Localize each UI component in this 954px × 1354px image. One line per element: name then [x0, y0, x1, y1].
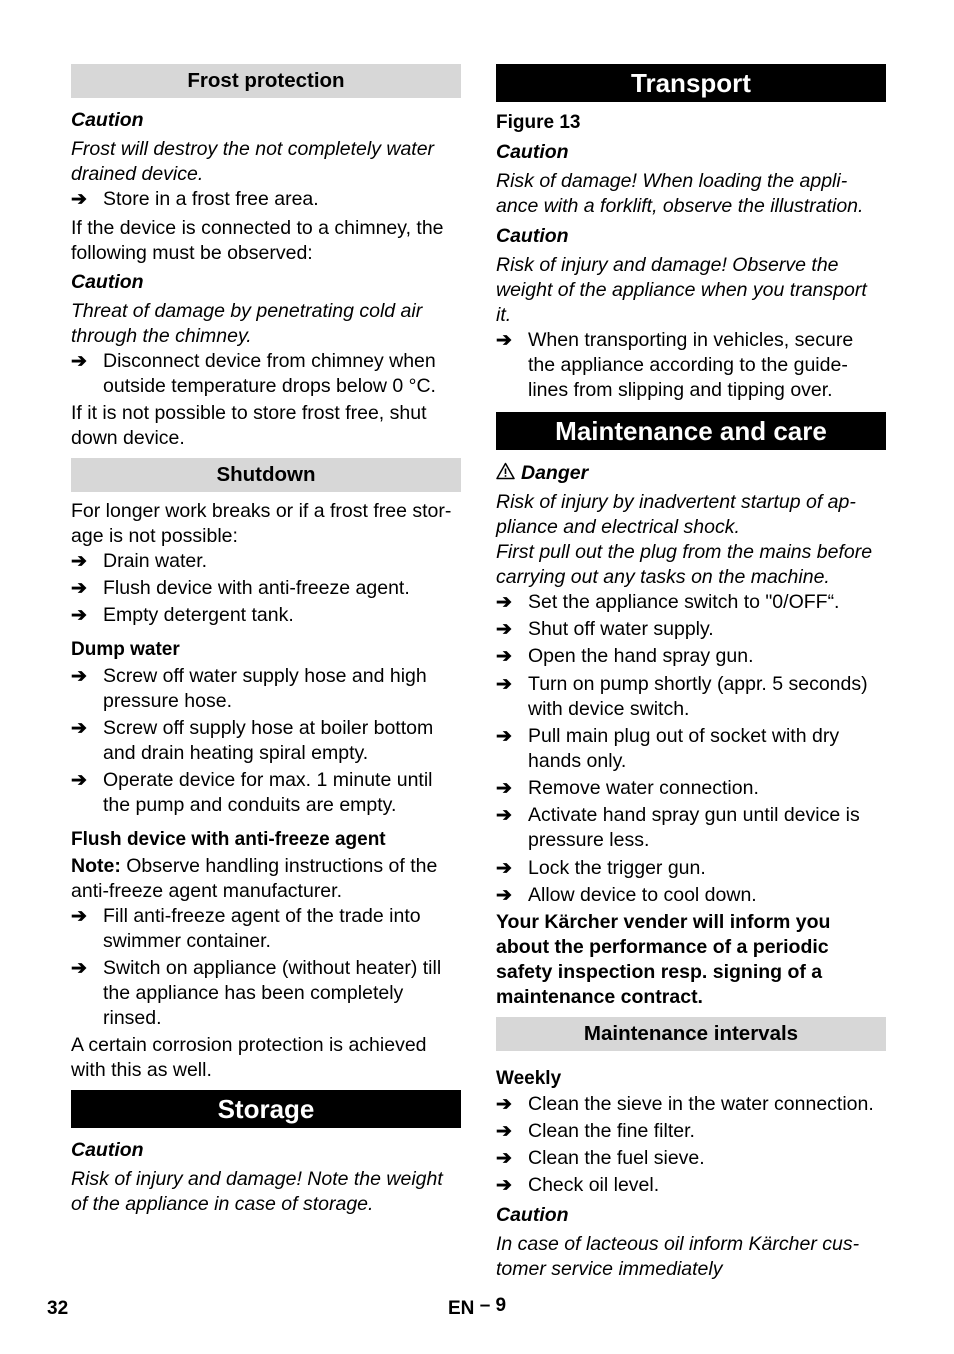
arrow-right-icon: ➔ — [496, 858, 512, 879]
bullet-item: ➔ Lock the trigger gun. — [496, 857, 706, 879]
caution-text: Frost will destroy the not completely water — [71, 138, 435, 160]
bullet-item-continued: hands only. — [528, 750, 627, 772]
bullet-item: ➔ Switch on appliance (without heater) till — [71, 957, 442, 979]
bullet-item: ➔ Screw off supply hose at boiler bottom — [71, 717, 434, 739]
bullet-item: ➔ Clean the fine filter. — [496, 1120, 695, 1142]
bullet-item: ➔ Store in a frost free area. — [71, 188, 319, 210]
caution-label: Caution — [496, 141, 569, 163]
caution-text: In case of lacteous oil inform Kärcher cus- — [496, 1233, 860, 1255]
arrow-right-icon: ➔ — [71, 605, 87, 626]
arrow-right-icon: ➔ — [496, 1148, 512, 1169]
arrow-right-icon: ➔ — [496, 726, 512, 747]
vendor-note: Your Kärcher vender will inform you — [496, 911, 831, 933]
caution-text: of the appliance in case of storage. — [71, 1193, 374, 1215]
page-number: 32 — [47, 1298, 69, 1319]
maintenance-heading: Maintenance and care — [496, 412, 886, 450]
caution-label: Caution — [71, 271, 144, 293]
note-paragraph: Note: Observe handling instructions of the — [71, 855, 438, 877]
arrow-right-icon: ➔ — [496, 1121, 512, 1142]
paragraph: If it is not possible to store frost free, shut — [71, 402, 427, 424]
bullet-item-continued: pressure less. — [528, 829, 650, 851]
paragraph: A certain corrosion protection is achieved — [71, 1034, 427, 1056]
bullet-item: ➔ Allow device to cool down. — [496, 884, 757, 906]
bullet-item-continued: the appliance according to the guide- — [528, 354, 848, 376]
dump-water-heading: Dump water — [71, 639, 180, 660]
maintenance-intervals-heading: Maintenance intervals — [496, 1017, 886, 1051]
arrow-right-icon: ➔ — [71, 718, 87, 739]
bullet-item-continued: pressure hose. — [103, 690, 232, 712]
caution-text: Risk of injury and damage! Observe the — [496, 254, 839, 276]
caution-text: ance with a forklift, observe the illustration. — [496, 195, 864, 217]
vendor-note: safety inspection resp. signing of a — [496, 961, 823, 983]
warning-triangle-icon — [496, 462, 515, 480]
bullet-item-continued: with device switch. — [528, 698, 690, 720]
bullet-item: ➔ When transporting in vehicles, secure — [496, 329, 854, 351]
danger-label-row — [496, 461, 886, 486]
caution-text: Threat of damage by penetrating cold air — [71, 300, 423, 322]
caution-label: Caution — [71, 1139, 144, 1161]
paragraph: down device. — [71, 427, 185, 449]
arrow-right-icon: ➔ — [496, 619, 512, 640]
weekly-heading: Weekly — [496, 1068, 562, 1089]
bullet-item: ➔ Shut off water supply. — [496, 618, 714, 640]
caution-label: Caution — [496, 225, 569, 247]
bullet-item-continued: lines from slipping and tipping over. — [528, 379, 833, 401]
arrow-right-icon: ➔ — [71, 189, 87, 210]
caution-label: Caution — [71, 109, 144, 131]
bullet-item: ➔ Open the hand spray gun. — [496, 645, 754, 667]
sub-page-number: – 9 — [479, 1295, 507, 1316]
paragraph: For longer work breaks or if a frost free stor- — [71, 500, 452, 522]
paragraph: age is not possible: — [71, 525, 238, 547]
arrow-right-icon: ➔ — [71, 770, 87, 791]
bullet-item-continued: the appliance has been completely — [103, 982, 404, 1004]
caution-text: drained device. — [71, 163, 204, 185]
danger-text: pliance and electrical shock. — [496, 516, 740, 538]
frost-protection-heading: Frost protection — [71, 64, 461, 98]
bullet-item: ➔ Drain water. — [71, 550, 208, 572]
danger-text: carrying out any tasks on the machine. — [496, 566, 830, 588]
paragraph: with this as well. — [71, 1059, 212, 1081]
arrow-right-icon: ➔ — [71, 578, 87, 599]
bullet-item: ➔ Empty detergent tank. — [71, 604, 294, 626]
arrow-right-icon: ➔ — [496, 592, 512, 613]
caution-text: weight of the appliance when you transport — [496, 279, 867, 301]
bullet-item-continued: and drain heating spiral empty. — [103, 742, 369, 764]
bullet-item: ➔ Operate device for max. 1 minute until — [71, 769, 433, 791]
language-code: EN — [448, 1298, 475, 1319]
arrow-right-icon: ➔ — [496, 1094, 512, 1115]
caution-text: Risk of damage! When loading the appli- — [496, 170, 848, 192]
arrow-right-icon: ➔ — [496, 1175, 512, 1196]
arrow-right-icon: ➔ — [71, 666, 87, 687]
arrow-right-icon: ➔ — [71, 551, 87, 572]
arrow-right-icon: ➔ — [496, 674, 512, 695]
arrow-right-icon: ➔ — [496, 778, 512, 799]
bullet-item: ➔ Check oil level. — [496, 1174, 660, 1196]
bullet-item: ➔ Pull main plug out of socket with dry — [496, 725, 840, 747]
bullet-item-continued: outside temperature drops below 0 °C. — [103, 375, 436, 397]
arrow-right-icon: ➔ — [496, 330, 512, 351]
arrow-right-icon: ➔ — [71, 906, 87, 927]
bullet-item: ➔ Flush device with anti-freeze agent. — [71, 577, 410, 599]
vendor-note: maintenance contract. — [496, 986, 703, 1008]
bullet-item: ➔ Disconnect device from chimney when — [71, 350, 436, 372]
figure-label: Figure 13 — [496, 112, 581, 133]
bullet-item: ➔ Clean the sieve in the water connection. — [496, 1093, 874, 1115]
danger-label: Danger — [521, 462, 589, 484]
transport-heading: Transport — [496, 64, 886, 102]
vendor-note: about the performance of a periodic — [496, 936, 829, 958]
bullet-item: ➔ Clean the fuel sieve. — [496, 1147, 705, 1169]
caution-text: tomer service immediately — [496, 1258, 723, 1280]
bullet-item: ➔ Turn on pump shortly (appr. 5 seconds) — [496, 673, 868, 695]
bullet-item: ➔ Remove water connection. — [496, 777, 759, 799]
bullet-item-continued: the pump and conduits are empty. — [103, 794, 397, 816]
danger-text: First pull out the plug from the mains before — [496, 541, 873, 563]
bullet-item: ➔ Set the appliance switch to "0/OFF“. — [496, 591, 840, 613]
bullet-item-continued: rinsed. — [103, 1007, 162, 1029]
caution-text: it. — [496, 304, 512, 326]
caution-label: Caution — [496, 1204, 569, 1226]
bullet-item: ➔ Activate hand spray gun until device is — [496, 804, 860, 826]
caution-text: through the chimney. — [71, 325, 252, 347]
note-paragraph: anti-freeze agent manufacturer. — [71, 880, 342, 902]
paragraph: following must be observed: — [71, 242, 313, 264]
caution-text: Risk of injury and damage! Note the weight — [71, 1168, 443, 1190]
language-page-label — [448, 1295, 507, 1320]
arrow-right-icon: ➔ — [71, 351, 87, 372]
arrow-right-icon: ➔ — [71, 958, 87, 979]
arrow-right-icon: ➔ — [496, 646, 512, 667]
flush-heading: Flush device with anti-freeze agent — [71, 829, 386, 850]
danger-text: Risk of injury by inadvertent startup of ap- — [496, 491, 856, 513]
bullet-item-continued: swimmer container. — [103, 930, 271, 952]
note-label: Note: — [71, 855, 121, 877]
paragraph: If the device is connected to a chimney, the — [71, 217, 444, 239]
storage-heading: Storage — [71, 1090, 461, 1128]
bullet-item: ➔ Fill anti-freeze agent of the trade into — [71, 905, 421, 927]
bullet-item: ➔ Screw off water supply hose and high — [71, 665, 427, 687]
shutdown-heading: Shutdown — [71, 458, 461, 492]
arrow-right-icon: ➔ — [496, 885, 512, 906]
arrow-right-icon: ➔ — [496, 805, 512, 826]
